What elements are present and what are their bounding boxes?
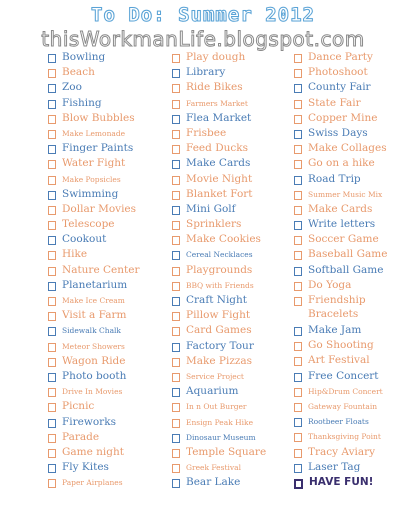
checkbox-icon[interactable] [48, 251, 56, 260]
checklist-item [48, 80, 166, 95]
checklist-item-label: Make Ice Cream [62, 296, 125, 305]
checklist-column-3 [294, 50, 406, 490]
checklist-item [48, 50, 166, 65]
checklist-item [48, 126, 166, 141]
checkbox-icon[interactable] [294, 145, 302, 154]
checklist-item [172, 202, 292, 217]
checklist-item-label: Swimming [62, 187, 119, 200]
page-title: To Do: Summer 2012 [91, 4, 315, 26]
checkbox-icon[interactable] [172, 84, 180, 93]
checkbox-icon[interactable] [172, 449, 180, 458]
checklist-item [294, 399, 406, 414]
checklist-item [294, 353, 406, 368]
checkbox-icon[interactable] [294, 327, 302, 336]
checklist-item-label: Fly Kites [62, 461, 109, 474]
checkbox-icon[interactable] [294, 100, 302, 109]
checklist-item [48, 415, 166, 430]
checklist-item [294, 126, 406, 141]
checkbox-icon[interactable] [172, 327, 180, 336]
checklist-item-label: Art Festival [308, 354, 370, 367]
checkbox-icon[interactable] [294, 191, 302, 200]
checklist-item [48, 384, 166, 399]
checklist-item [172, 445, 292, 460]
checklist-item-label: Bear Lake [186, 476, 241, 489]
checklist-item-label: Visit a Farm [62, 309, 127, 322]
checklist-item [48, 111, 166, 126]
checkbox-icon[interactable] [172, 206, 180, 215]
checklist-item-label: Drive In Movies [62, 387, 123, 397]
checklist-item-label: Thanksgiving Point [308, 432, 381, 442]
checkbox-icon[interactable] [172, 130, 180, 139]
checkbox-icon[interactable] [48, 312, 56, 321]
checklist-item [172, 172, 292, 187]
checkbox-icon[interactable] [294, 160, 302, 169]
checkbox-icon[interactable] [294, 221, 302, 230]
checkbox-icon[interactable] [172, 358, 180, 367]
checkbox-icon[interactable] [48, 160, 56, 169]
checkbox-icon[interactable] [294, 449, 302, 458]
checkbox-icon[interactable] [48, 115, 56, 124]
checklist-item-label: Finger Paints [62, 142, 134, 155]
checklist-item [172, 141, 292, 156]
checklist-item [294, 65, 406, 80]
checkbox-icon[interactable] [172, 145, 180, 154]
checklist-item [172, 399, 292, 414]
checklist-item-label: Dance Party [308, 51, 373, 63]
checklist-item [48, 399, 166, 414]
checkbox-icon[interactable] [172, 251, 180, 260]
checkbox-icon[interactable] [48, 100, 56, 109]
checkbox-icon[interactable] [48, 403, 56, 412]
checklist-item [294, 278, 406, 293]
checkbox-icon[interactable] [294, 176, 302, 185]
checkbox-icon[interactable] [172, 343, 180, 352]
checklist-item-label: BBQ with Friends [186, 280, 254, 290]
checkbox-icon[interactable] [172, 176, 180, 185]
checklist-item-label: Swiss Days [308, 126, 368, 139]
checklist-item [48, 65, 166, 80]
checkbox-icon[interactable] [172, 388, 180, 397]
checklist-item [294, 429, 406, 444]
checklist-item-label: Water Fight [62, 157, 126, 170]
blog-url: thisWorkmanLife.blogspot.com [41, 27, 365, 51]
checkbox-icon[interactable] [294, 54, 302, 63]
checkbox-icon[interactable] [172, 236, 180, 245]
checkbox-icon[interactable] [294, 282, 302, 291]
checklist-item [294, 50, 406, 65]
checklist-item-label: Mini Golf [186, 202, 236, 215]
checklist-item-label: Do Yoga [308, 278, 352, 291]
checkbox-icon[interactable] [48, 479, 56, 488]
checklist-item [172, 217, 292, 232]
checklist-item-label: Summer Music Mix [308, 189, 383, 199]
checklist-item [294, 80, 406, 95]
checklist-item [172, 430, 292, 445]
checklist-item-label: Cereal Necklaces [186, 250, 253, 260]
checklist-item [48, 141, 166, 156]
checklist-item-label: Soccer Game [308, 233, 379, 246]
checklist-item-label: Sidewalk Chalk [62, 326, 121, 336]
checklist-item [294, 384, 406, 399]
checkbox-icon[interactable] [48, 449, 56, 458]
checklist-item [172, 156, 292, 171]
checkbox-icon[interactable] [48, 191, 56, 200]
checklist-item-label: Planetarium [62, 278, 128, 291]
checkbox-icon[interactable] [172, 312, 180, 321]
checklist-item [172, 111, 292, 126]
checklist-item-label: Dollar Movies [62, 202, 137, 215]
checklist-item [48, 247, 166, 262]
checklist-item [48, 278, 166, 293]
checklist-item [294, 323, 406, 338]
checkbox-icon[interactable] [172, 419, 180, 428]
checkbox-icon[interactable] [172, 479, 180, 488]
checklist-column-1 [48, 50, 166, 490]
checkbox-icon[interactable] [48, 145, 56, 154]
checklist-item-label: Write letters [308, 218, 376, 231]
checkbox-icon[interactable] [48, 373, 56, 382]
checklist-item [294, 141, 406, 156]
checklist-item-label: Service Project [186, 371, 244, 381]
checklist-item [172, 247, 292, 262]
checklist-item-label: Parade [62, 430, 100, 443]
checklist-item-label: Game night [62, 445, 124, 458]
checklist-item [172, 263, 292, 278]
checklist-item [48, 354, 166, 369]
checklist-item [172, 354, 292, 369]
checklist-item [48, 232, 166, 247]
checklist-item [172, 369, 292, 384]
checklist-item-label: Photoshoot [308, 66, 368, 79]
checklist-item-label: Dinosaur Museum [186, 432, 256, 442]
checkbox-icon[interactable] [48, 176, 56, 185]
checkbox-icon[interactable] [294, 206, 302, 215]
checklist-item [294, 445, 406, 460]
checklist-item [294, 232, 406, 247]
checklist-item-label: Baseball Game [308, 248, 388, 261]
checklist-item [48, 96, 166, 111]
checklist-item-label: Blanket Fort [186, 187, 253, 200]
checklist-item-label: Craft Night [186, 294, 248, 306]
checklist-item-label: Beach [62, 66, 95, 79]
checklist-item-label: Card Games [186, 324, 252, 337]
checklist-item-label: Frisbee [186, 126, 227, 139]
checklist-item [48, 187, 166, 202]
checkbox-icon[interactable] [172, 221, 180, 230]
checklist-item-label: Factory Tour [186, 339, 254, 352]
checklist-item [294, 187, 406, 202]
checkbox-icon[interactable] [294, 433, 302, 442]
checkbox-icon[interactable] [48, 54, 56, 63]
checkbox-icon[interactable] [172, 434, 180, 443]
checklist-column-2 [172, 50, 292, 490]
checklist-item [172, 460, 292, 475]
checklist-item-label: Sprinklers [186, 218, 242, 231]
checklist-item-label: Ride Bikes [186, 81, 243, 94]
checkbox-icon[interactable] [48, 358, 56, 367]
checkbox-icon[interactable] [48, 464, 56, 473]
checklist-item [48, 430, 166, 445]
checkbox-icon[interactable] [172, 69, 180, 78]
checkbox-icon[interactable] [48, 130, 56, 139]
checklist-item [48, 202, 166, 217]
checkbox-icon[interactable] [294, 297, 302, 306]
checklist-item [48, 156, 166, 171]
checklist-item [172, 293, 292, 308]
checkbox-icon[interactable] [294, 479, 303, 489]
checklist-item [172, 232, 292, 247]
checkbox-icon[interactable] [172, 282, 180, 291]
checklist-item [48, 445, 166, 460]
checkbox-icon[interactable] [48, 419, 56, 428]
checklist-item [294, 369, 406, 384]
checklist-item [172, 384, 292, 399]
checklist-item [294, 460, 406, 475]
checklist-item [172, 65, 292, 80]
checklist-item-label: Zoo [62, 81, 82, 94]
checklist-item-label: Fishing [62, 96, 102, 109]
checklist-item [48, 475, 166, 490]
checklist-item-label: Friendship Bracelets [308, 294, 366, 320]
checklist-item-label: Hip&Drum Concert [308, 386, 383, 396]
checklist-item-label: Blow Bubbles [62, 111, 135, 124]
checklist-item-label: Farmers Market [186, 98, 248, 108]
checklist-item-label: HAVE FUN! [309, 475, 374, 488]
checklist-item [294, 217, 406, 232]
checkbox-icon[interactable] [48, 343, 56, 352]
checklist-item-label: Ensign Peak Hike [186, 417, 254, 427]
checklist-item-label: Movie Night [186, 172, 253, 185]
checklist-item-label: Temple Square [186, 445, 267, 458]
checklist-item-label: Make Cards [308, 202, 373, 215]
checklist-item-label: Softball Game [308, 263, 384, 276]
checklist-item [294, 293, 406, 323]
checklist-item [294, 156, 406, 171]
checklist-item-label: Play dough [186, 51, 246, 63]
checkbox-icon[interactable] [294, 130, 302, 139]
checkbox-icon[interactable] [294, 357, 302, 366]
checklist-item-label: Library [186, 66, 226, 79]
checklist-item-label: Fireworks [62, 415, 116, 428]
checkbox-icon[interactable] [294, 84, 302, 93]
checklist-item [294, 475, 406, 490]
checkbox-icon[interactable] [172, 54, 180, 63]
checklist-item-label: Aquarium [186, 385, 239, 398]
checkbox-icon[interactable] [294, 251, 302, 260]
checkbox-icon[interactable] [48, 221, 56, 230]
checkbox-icon[interactable] [294, 69, 302, 78]
checklist-item-label: Tracy Aviary [308, 445, 376, 458]
checkbox-icon[interactable] [294, 464, 302, 473]
checkbox-icon[interactable] [172, 191, 180, 200]
checkbox-icon[interactable] [48, 282, 56, 291]
checklist-item [48, 217, 166, 232]
checkbox-icon[interactable] [48, 206, 56, 215]
checklist-item-label: Make Cards [186, 157, 251, 170]
checklist-item-label: Paper Airplanes [62, 478, 123, 488]
checkbox-icon[interactable] [294, 267, 302, 276]
checklist-item [48, 172, 166, 187]
checklist-item-label: Make Popsicles [62, 174, 121, 184]
checkbox-icon[interactable] [172, 267, 180, 276]
checklist-item-label: Photo booth [62, 369, 127, 382]
checklist-item [172, 475, 292, 490]
checkbox-icon[interactable] [48, 297, 56, 306]
checkbox-icon[interactable] [294, 373, 302, 382]
checklist-item-label: Make Cookies [186, 233, 261, 246]
checkbox-icon[interactable] [172, 160, 180, 169]
checklist-item [172, 323, 292, 338]
checklist-item [172, 278, 292, 293]
checklist-item-label: Go on a hike [308, 157, 375, 170]
checklist-item-label: Make Pizzas [186, 354, 253, 367]
checklist-item-label: Road Trip [308, 172, 361, 185]
checklist-item [172, 415, 292, 430]
checklist-item [294, 338, 406, 353]
checklist-item-label: Playgrounds [186, 263, 253, 276]
checklist-item [172, 96, 292, 111]
checklist-item-label: Free Concert [308, 369, 379, 382]
checkbox-icon[interactable] [294, 115, 302, 124]
checklist-item-label: Laser Tag [308, 460, 361, 473]
checkbox-icon[interactable] [48, 236, 56, 245]
checkbox-icon[interactable] [172, 464, 180, 473]
checklist-item-label: Flea Market [186, 111, 252, 124]
checkbox-icon[interactable] [48, 388, 56, 397]
checklist-item [48, 308, 166, 323]
checklist-item-label: County Fair [308, 81, 371, 94]
checklist-item-label: Bowling [62, 51, 106, 63]
checkbox-icon[interactable] [172, 373, 180, 382]
checkbox-icon[interactable] [294, 418, 302, 427]
checklist-item-label: Feed Ducks [186, 142, 249, 155]
checklist-item [294, 202, 406, 217]
checkbox-icon[interactable] [48, 84, 56, 93]
checklist-item [294, 96, 406, 111]
checklist-item [172, 50, 292, 65]
checkbox-icon[interactable] [48, 69, 56, 78]
checklist-item-label: In n Out Burger [186, 402, 247, 412]
checkbox-icon[interactable] [48, 267, 56, 276]
checkbox-icon[interactable] [172, 115, 180, 124]
checkbox-icon[interactable] [294, 236, 302, 245]
checklist-item-label: Pillow Fight [186, 309, 251, 322]
checklist-item-label: Gateway Fountain [308, 401, 378, 411]
checklist-item [172, 187, 292, 202]
checklist-item-label: Make Collages [308, 142, 387, 155]
checklist-item-label: Picnic [62, 400, 95, 413]
checklist-item [294, 414, 406, 429]
checklist-item-label: Hike [62, 248, 88, 261]
checklist-item-label: State Fair [308, 96, 361, 109]
checklist-item-label: Greek Festival [186, 463, 241, 473]
checkbox-icon[interactable] [48, 327, 56, 336]
checklist-item-label: Telescope [62, 218, 115, 231]
checklist-item-label: Make Lemonade [62, 128, 126, 138]
checklist-item-label: Cookout [62, 233, 107, 246]
checkbox-icon[interactable] [172, 100, 180, 109]
checklist-item-label: Make Jam [308, 324, 362, 336]
checklist-item-label: Rootbeer Floats [308, 417, 369, 427]
checklist-item [294, 247, 406, 262]
checklist-item [48, 293, 166, 308]
checklist-item [48, 263, 166, 278]
checklist-item [48, 339, 166, 354]
checklist-item-label: Go Shooting [308, 339, 374, 352]
checklist-item [48, 323, 166, 338]
checklist-item [172, 80, 292, 95]
checklist-item [48, 369, 166, 384]
checklist-item-label: Meteor Showers [62, 341, 125, 351]
checklist-item [172, 339, 292, 354]
checklist-item [172, 308, 292, 323]
checkbox-icon[interactable] [172, 403, 180, 412]
checkbox-icon[interactable] [294, 342, 302, 351]
checklist-item [294, 263, 406, 278]
checkbox-icon[interactable] [294, 403, 302, 412]
checkbox-icon[interactable] [172, 297, 180, 306]
checkbox-icon[interactable] [294, 388, 302, 397]
checklist-item [294, 172, 406, 187]
checklist-item-label: Copper Mine [308, 111, 378, 124]
checklist-item-label: Nature Center [62, 263, 140, 276]
checklist-item [172, 126, 292, 141]
checklist-item [294, 111, 406, 126]
checkbox-icon[interactable] [48, 434, 56, 443]
checklist-item-label: Wagon Ride [62, 354, 126, 367]
checklist-item [48, 460, 166, 475]
